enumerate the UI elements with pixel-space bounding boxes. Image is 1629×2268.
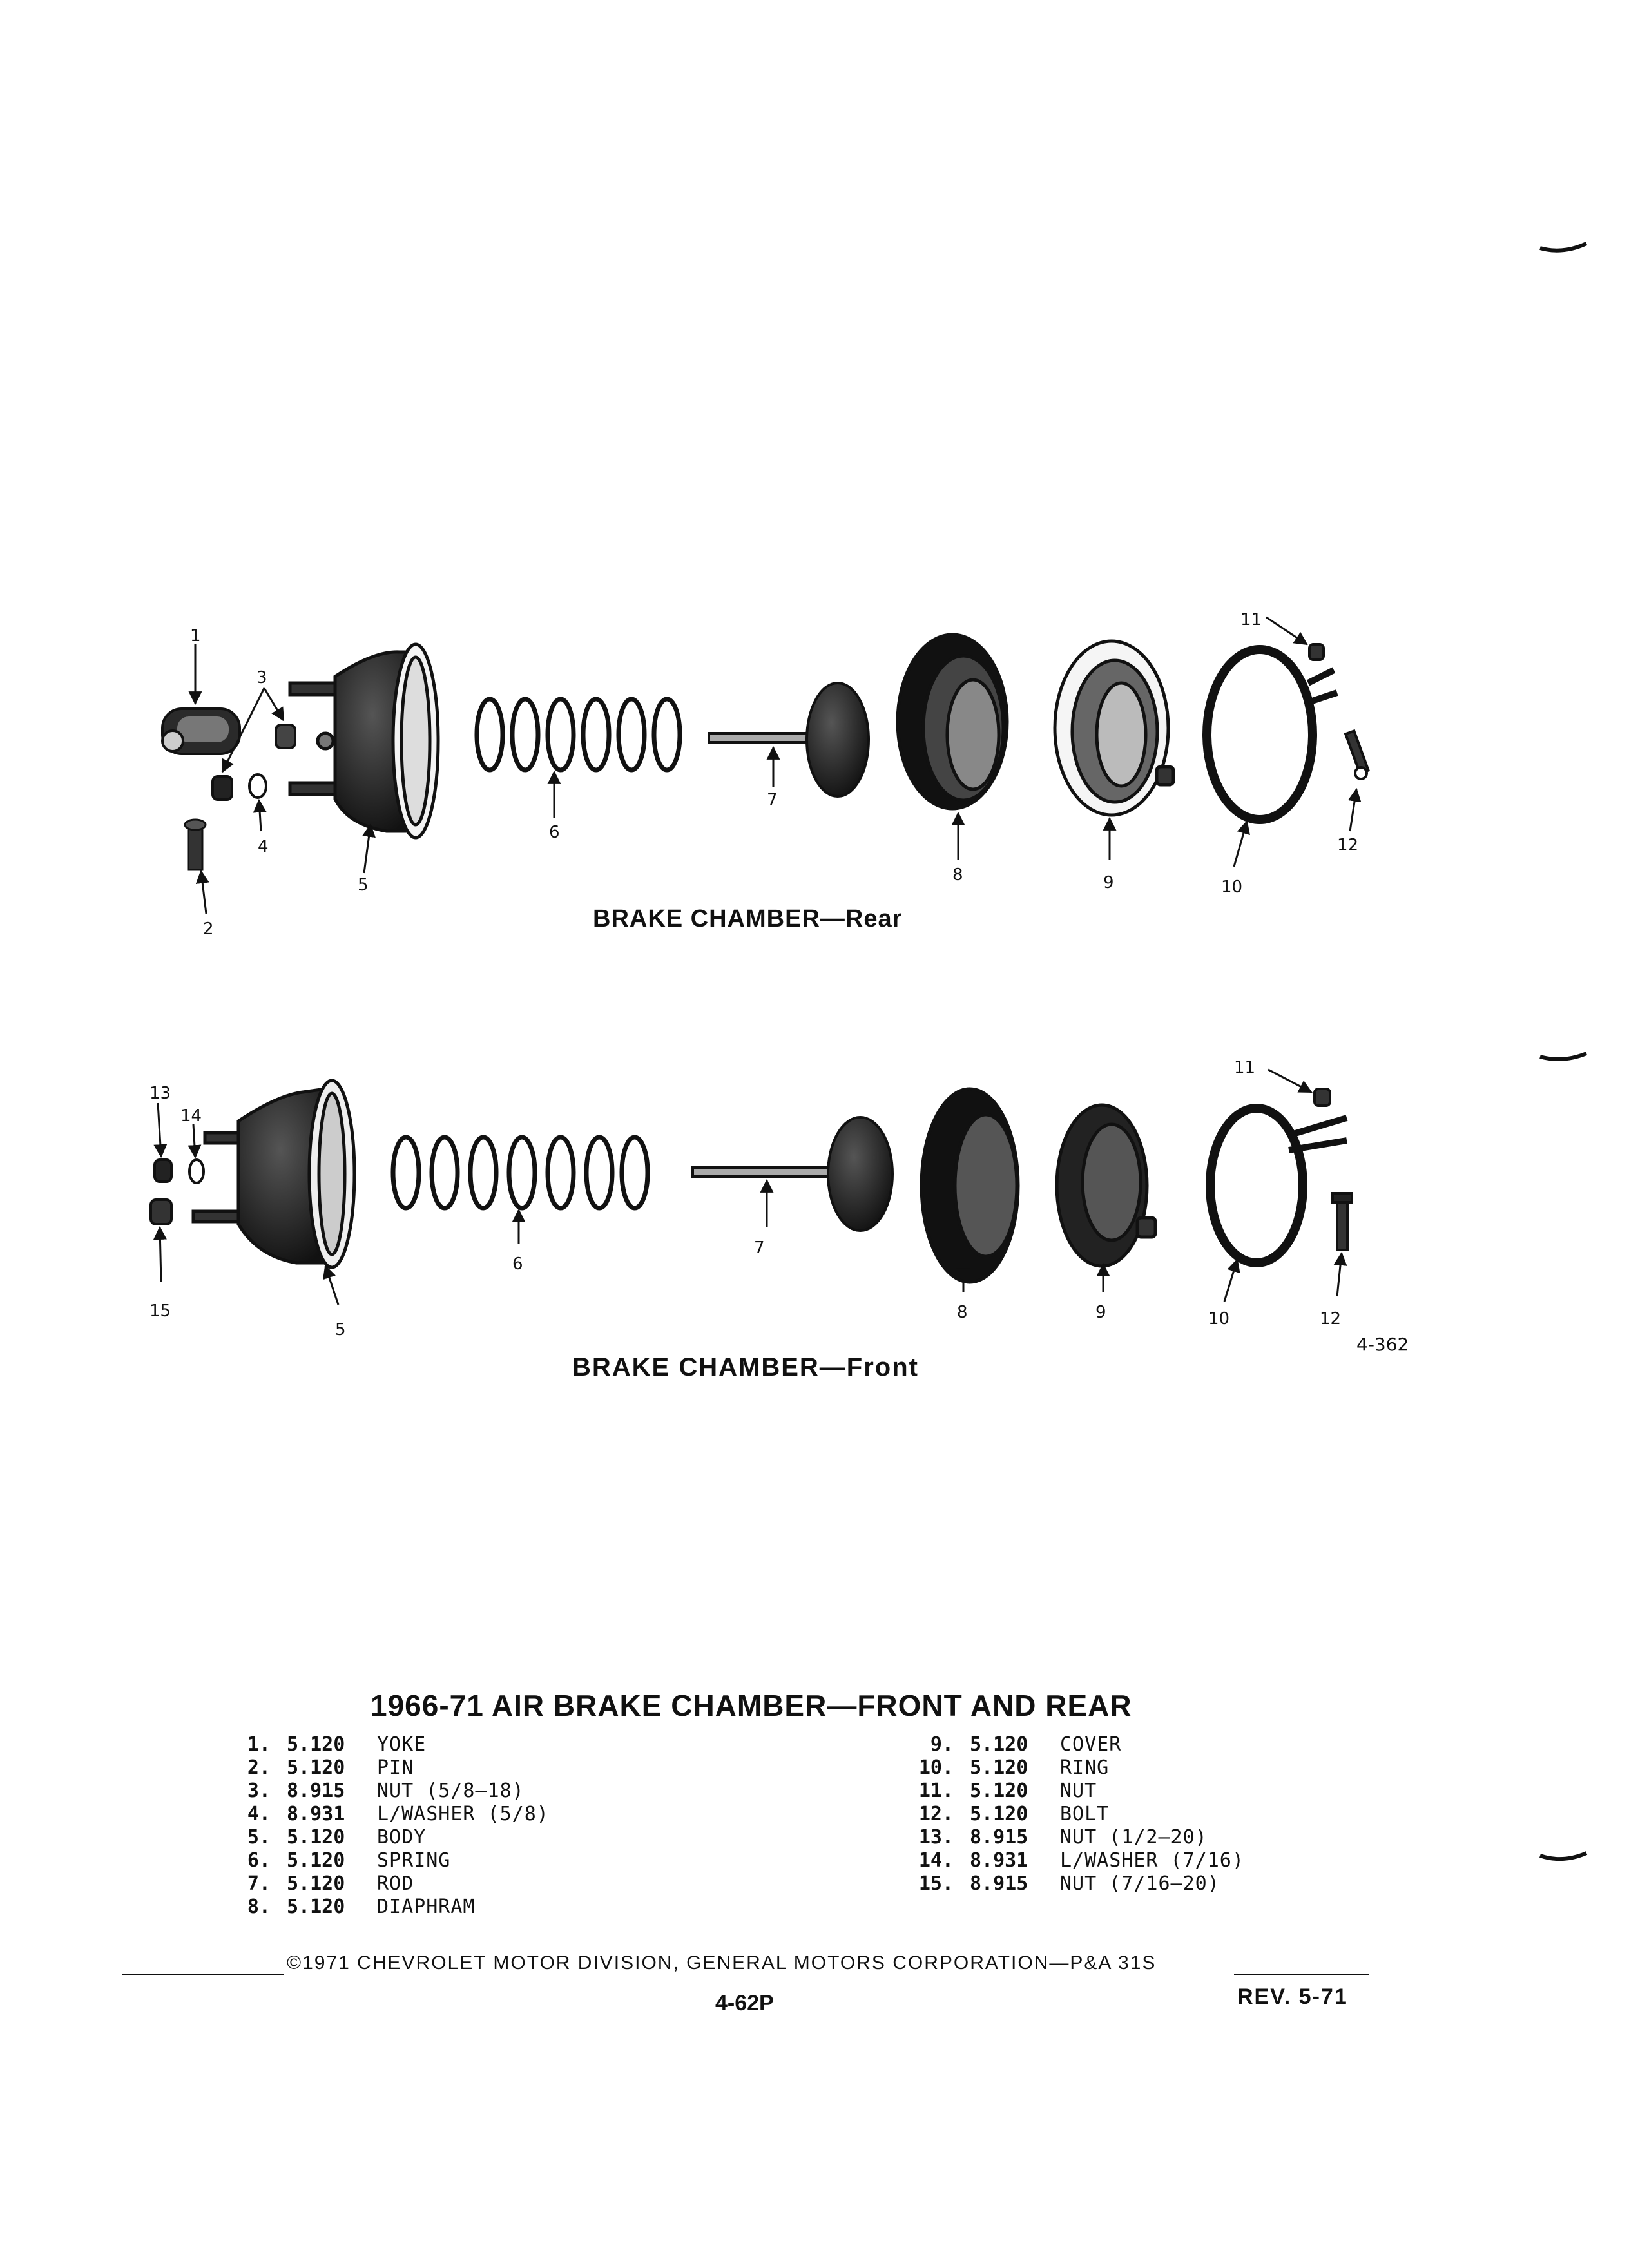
- callout-5: 5: [358, 876, 369, 895]
- part-yoke: [162, 709, 240, 754]
- callout-11: 11: [1240, 610, 1262, 629]
- part-diaphragm: [898, 635, 1007, 809]
- part-cover: [1055, 641, 1173, 815]
- callout-3: 3: [256, 668, 267, 687]
- parts-list-right-column: [909, 1733, 1244, 1896]
- part-pin: [185, 820, 206, 870]
- list-item: 7. 5.120 ROD: [247, 1872, 414, 1895]
- callout-1: 1: [190, 626, 201, 646]
- part-front-body: [193, 1081, 354, 1267]
- rear-diagram-title: BRAKE CHAMBER—Rear: [593, 905, 903, 932]
- callout-11: 11: [1234, 1058, 1256, 1077]
- list-item: 8. 5.120 DIAPHRAM: [247, 1896, 476, 1918]
- callout-13: 13: [149, 1084, 171, 1103]
- callout-10: 10: [1221, 878, 1243, 897]
- callout-8: 8: [957, 1303, 968, 1322]
- callout-14: 14: [180, 1106, 202, 1126]
- callout-7: 7: [754, 1238, 765, 1258]
- part-body: [290, 644, 438, 838]
- callout-15: 15: [149, 1302, 171, 1321]
- list-item: 9. 5.120 COVER: [930, 1733, 1122, 1756]
- callout-12: 12: [1320, 1309, 1342, 1329]
- part-rod: [709, 683, 869, 796]
- list-item: 3. 8.915 NUT (5/8–18): [247, 1780, 525, 1802]
- callout-9: 9: [1103, 873, 1114, 892]
- scan-edge-marks: [1540, 244, 1586, 1859]
- callout-12: 12: [1337, 836, 1359, 855]
- part-front-spring: [393, 1137, 648, 1208]
- list-item: 12. 5.120 BOLT: [918, 1803, 1110, 1825]
- copyright-line: ©1971 CHEVROLET MOTOR DIVISION, GENERAL MOTORS CORPORATION—P&A 31S: [287, 1952, 1157, 1974]
- part-ring-hardware: [1309, 644, 1369, 779]
- parts-list-left-column: [226, 1733, 549, 1919]
- footer-rule-right: [1234, 1974, 1369, 1975]
- list-item: 6. 5.120 SPRING: [247, 1849, 451, 1872]
- list-item: 5. 5.120 BODY: [247, 1826, 427, 1849]
- part-front-diaphragm: [921, 1089, 1018, 1282]
- callout-5: 5: [335, 1320, 346, 1340]
- callout-8: 8: [952, 865, 963, 885]
- parts-list-title: 1966-71 AIR BRAKE CHAMBER—FRONT AND REAR: [371, 1689, 1132, 1722]
- front-assembly: [149, 1058, 1352, 1340]
- figure-number: 4-362: [1356, 1334, 1409, 1355]
- part-front-ring: [1210, 1108, 1347, 1263]
- list-item: 11. 5.120 NUT: [918, 1780, 1097, 1802]
- callout-6: 6: [549, 823, 560, 842]
- list-item: 2. 5.120 PIN: [247, 1756, 414, 1779]
- part-front-ring-hardware: [1315, 1089, 1352, 1250]
- list-item: 13. 8.915 NUT (1/2–20): [918, 1826, 1208, 1849]
- list-item: 1. 5.120 YOKE: [247, 1733, 427, 1756]
- callout-2: 2: [203, 919, 214, 939]
- list-item: 10. 5.120 RING: [918, 1756, 1110, 1779]
- part-spring: [477, 699, 680, 770]
- callout-10: 10: [1208, 1309, 1230, 1329]
- footer-rule-left: [122, 1974, 284, 1975]
- front-diagram-title: BRAKE CHAMBER—Front: [572, 1353, 919, 1381]
- list-item: 4. 8.931 L/WASHER (5/8): [247, 1803, 549, 1825]
- page-number: 4-62P: [715, 1991, 774, 2015]
- callout-4: 4: [258, 837, 269, 856]
- list-item: 14. 8.931 L/WASHER (7/16): [918, 1849, 1244, 1872]
- part-ring: [1207, 649, 1337, 820]
- part-front-rod: [693, 1117, 892, 1231]
- revision-date: REV. 5-71: [1237, 1984, 1348, 2009]
- callout-9: 9: [1095, 1303, 1106, 1322]
- callout-7: 7: [767, 791, 778, 810]
- list-item: 15. 8.915 NUT (7/16–20): [918, 1872, 1220, 1895]
- part-front-cover: [1057, 1105, 1155, 1266]
- rear-assembly: [162, 610, 1369, 939]
- callout-6: 6: [512, 1254, 523, 1274]
